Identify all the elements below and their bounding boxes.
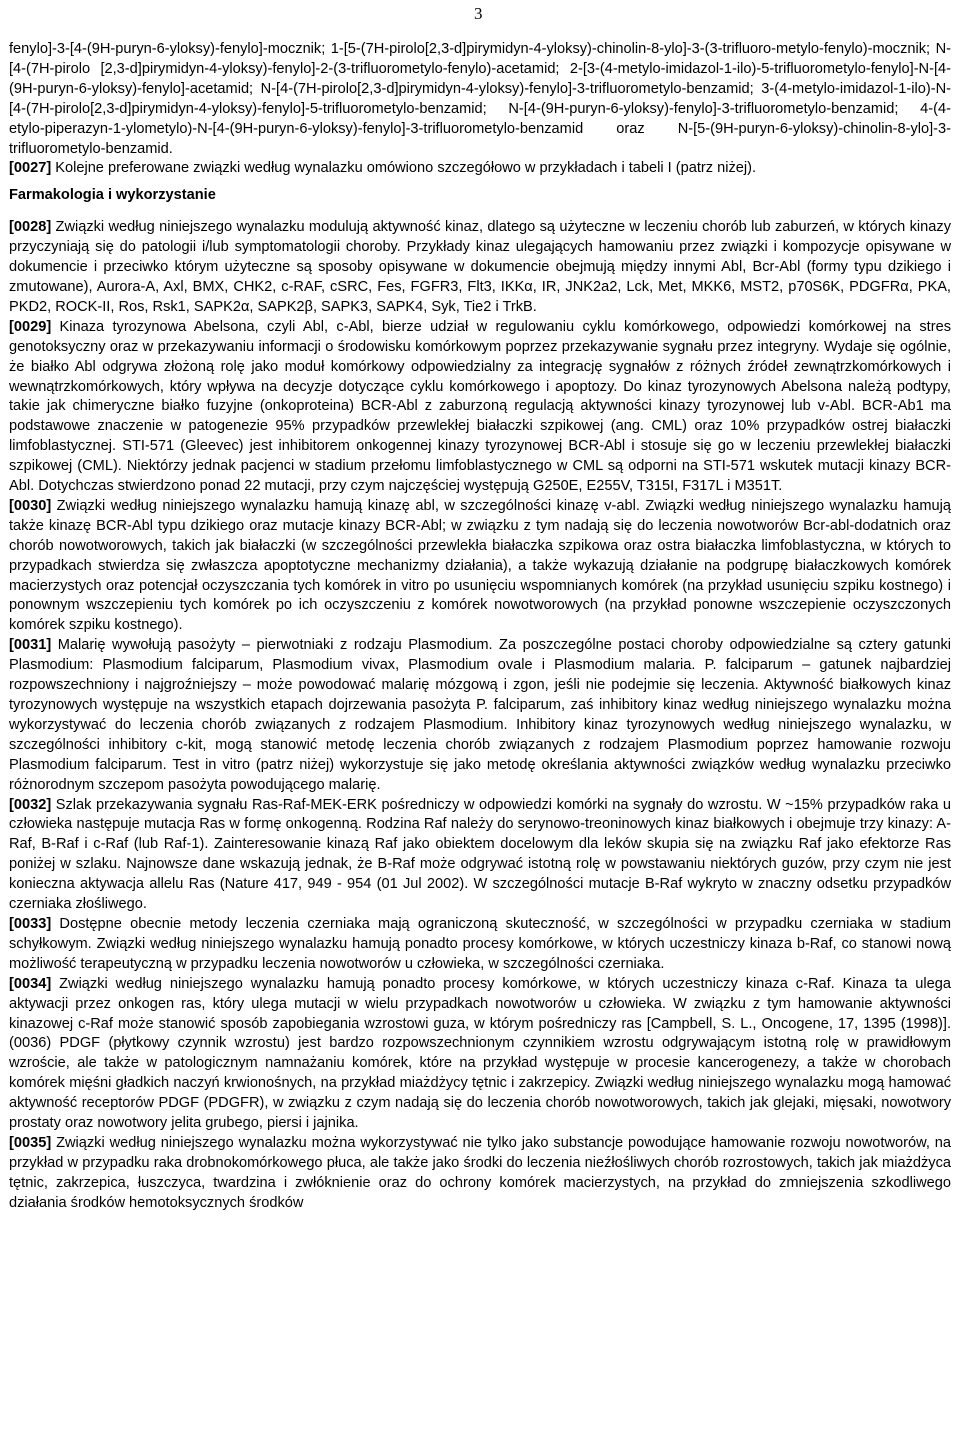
paragraph-0033 (9, 915, 951, 975)
page-number: 3 (474, 4, 483, 23)
paragraph-0031 (9, 636, 951, 795)
paragraph-text: Związki według niniejszego wynalazku hamują kinazę abl, w szczególności kinazę v-abl. Związki według niniejszego wynalazku hamują także kinazę BCR-Abl typu dzikiego oraz mutacje kinazy BCR-Abl; w związku z tym nadają się do leczenia nowotworów Bcr-abl-dodatnich oraz chorób nowotworowych, takich jak białaczki (w szczególności przewlekła białaczka szpikowa oraz ostra białaczka limfoblastyczna, w których to przypadkach stwierdza się zwłaszcza apoptotyczne mechanizmy działania), a także wykazują działanie na podgrupę białaczkowych komórek macierzystych oraz potencjał oczyszczania tych komórek in vitro po usunięciu wspomnianych komórek (na przykład usunięciu szpiku kostnego) i ponownym wszczepieniu tych komórek po ich oczyszczeniu z komórek nowotworowych (na przykład ponowne wszczepienie oczyszczonych komórek szpiku kostnego). (9, 497, 951, 634)
paragraph-0029 (9, 318, 951, 497)
paragraph-number: [0035] (9, 1134, 52, 1151)
paragraph-text: Malarię wywołują pasożyty – pierwotniaki z rodzaju Plasmodium. Za poszczególne postaci choroby odpowiedzialne są cztery gatunki Plasmodium: Plasmodium falciparum, Plasmodium vivax, Plasmodium ovale i Plasmodium malaria. P. falciparum – gatunek najbardziej rozpowszechniony i najgroźniejszy – może powodować malarię mózgową i zgon, jeśli nie podejmie się leczenia. Aktywność białkowych kinaz tyrozynowych występuje na wszystkich etapach dojrzewania pasożyta P. falciparum, zaś inhibitory kinaz według niniejszego wynalazku można wykorzystywać do leczenia chorób związanych z rodzajem Plasmodium. Inhibitory kinaz tyrozynowych według niniejszego wynalazku, w szczególności inhibitory c-kit, mogą stanowić metodę leczenia chorób związanych z rodzajem Plasmodium poprzez hamowanie rozwoju Plasmodium falciparum. Test in vitro (patrz niżej) wykorzystuje się jako metodę określania aktywności związków według wynalazku przeciwko różnorodnym szczepom pasożyta powodującego malarię. (9, 637, 951, 793)
paragraph-number: [0034] (9, 975, 52, 992)
paragraph-text: Związki według niniejszego wynalazku hamują ponadto procesy komórkowe, w których uczestniczy kinaza c-Raf. Kinaza ta ulega aktywacji przez onkogen ras, który ulega mutacji w wielu przypadkach nowotworów u człowieka. W związku z tym hamowanie aktywności kinazowej c-Raf może stanowić sposób zapobiegania wzrostowi guza, w którym pośredniczy ras [Campbell, S. L., Oncogene, 17, 1395 (1998)]. (0036) PDGF (płytkowy czynnik wzrostu) jest bardzo rozpowszechnionym czynnikiem wzrostu odgrywającym istotną rolę w prawidłowym wzroście, ale także w patologicznym namnażaniu komórek, które na przykład występuje w procesie kancerogenezy, a także w chorobach komórek mięśni gładkich naczyń krwionośnych, na przykład miażdżycy tętnic i zakrzepicy. Związki według niniejszego wynalazku mogą hamować aktywność receptorów PDGF (PDGFR), w związku z czym nadają się do leczenia chorób nowotworowych, takich jak glejaki, mięsaki, nowotwory prostaty oraz nowotwory jelita grubego, piersi i jajnika. (9, 975, 951, 1132)
paragraph-0027 (9, 159, 951, 179)
paragraph-0032 (9, 796, 951, 915)
paragraph-number: [0029] (9, 318, 52, 335)
paragraph-number: [0028] (9, 219, 52, 236)
paragraph-text: Kolejne preferowane związki według wynalazku omówiono szczegółowo w przykładach i tabeli I (patrz niżej). (51, 160, 757, 177)
paragraph-0035 (9, 1134, 951, 1214)
paragraph-number: [0030] (9, 497, 52, 514)
continuation-paragraph: fenylo]-3-[4-(9H-puryn-6-yloksy)-fenylo]-mocznik; 1-[5-(7H-pirolo[2,3-d]pirymidyn-4-yloksy)-chinolin-8-ylo]-3-(3-trifluoro-metylo-fenylo)-mocznik; N-[4-(7H-pirolo [2,3-d]pirymidyn-4-yloksy)-fenylo]-2-(3-trifluorometylo-fenylo)-acetamid; 2-[3-(4-metylo-imidazol-1-ilo)-5-trifluorometylo-fenylo]-N-[4-(9H-puryn-6-yloksy)-fenylo]-acetamid; N-[4-(7H-pirolo[2,3-d]pirymidyn-4-yloksy)-fenylo]-3-trifluorometylo-benzamid; 3-(4-metylo-imidazol-1-ilo)-N-[4-(7H-pirolo[2,3-d]pirymidyn-4-yloksy)-fenylo]-5-trifluorometylo-benzamid; N-[4-(9H-puryn-6-yloksy)-fenylo]-3-trifluorometylo-benzamid; 4-(4-etylo-piperazyn-1-ylometylo)-N-[4-(9H-puryn-6-yloksy)-fenylo]-3-trifluorometylo-benzamid oraz N-[5-(9H-puryn-6-yloksy)-chinolin-8-ylo]-3-trifluorometylo-benzamid. (9, 41, 951, 157)
paragraph-0028 (9, 218, 951, 318)
section-heading: Farmakologia i wykorzystanie (9, 187, 216, 204)
paragraph-number: [0027] (9, 160, 52, 177)
paragraph-text: Dostępne obecnie metody leczenia czerniaka mają ograniczoną skuteczność, w szczególności w przypadku czerniaka w stadium schyłkowym. Związki według niniejszego wynalazku hamują ponadto procesy komórkowe, w których uczestniczy kinaza b-Raf, co stanowi nową możliwość terapeutyczną w przypadku leczenia nowotworów u człowieka, w szczególności czerniaka. (9, 915, 951, 972)
paragraph-number: [0031] (9, 637, 52, 654)
paragraph-text: Szlak przekazywania sygnału Ras-Raf-MEK-ERK pośredniczy w odpowiedzi komórki na sygnały do wzrostu. W ~15% przypadków raka u człowieka następuje mutacja Ras w formę onkogenną. Rodzina Raf należy do serynowo-treoninowych kinaz białkowych i obejmuje trzy kinazy: A-Raf, B-Raf i c-Raf (lub Raf-1). Zainteresowanie kinazą Raf jako obiektem docelowym dla leków skupia się na związku Raf jako efektorze Ras poniżej w szlaku. Najnowsze dane wskazują jednak, że B-Raf może odgrywać istotną rolę w powstawaniu niektórych guzów, przy czym nie jest konieczna aktywacja allelu Ras (Nature 417, 949 - 954 (01 Jul 2002). W szczególności mutacje B-Raf wykryto w znaczny odsetku przypadków czerniaka złośliwego. (9, 796, 951, 913)
paragraph-0030 (9, 497, 951, 636)
paragraph-0034 (9, 975, 951, 1134)
paragraph-text: Związki według niniejszego wynalazku modulują aktywność kinaz, dlatego są użyteczne w leczeniu chorób lub zaburzeń, w których kinazy przyczyniają się do patologii i/lub symptomatologii choroby. Przykłady kinaz ulegających hamowaniu przez związki i kompozycje opisywane w dokumencie i przeciwko którym użyteczne są sposoby opisywane w dokumencie obejmują między innymi Abl, Bcr-Abl (formy typu dzikiego i zmutowane), Aurora-A, Axl, BMX, CHK2, c-RAF, cSRC, Fes, FGFR3, Flt3, IKKα, IR, JNK2a2, Lck, Met, MKK6, MST2, p70S6K, PDGFRα, PKA, PKD2, ROCK-II, Ros, Rsk1, SAPK2α, SAPK2β, SAPK3, SAPK4, Syk, Tie2 i TrkB. (9, 219, 951, 315)
paragraph-number: [0033] (9, 915, 52, 932)
paragraph-number: [0032] (9, 796, 52, 813)
paragraph-text: Kinaza tyrozynowa Abelsona, czyli Abl, c-Abl, bierze udział w regulowaniu cyklu komórkowego, odpowiedzi komórkowej na stres genotoksyczny oraz w przekazywaniu informacji o środowisku komórkowym poprzez przekazywanie sygnału przez integryny. Wydaje się ogólnie, że białko Abl odgrywa złożoną rolę jako moduł komórkowy odpowiedzialny za integrację sygnałów z różnych źródeł zewnątrzkomórkowych i wewnątrzkomórkowych, który wpływa na decyzje dotyczące cyklu komórkowego i apoptozy. Do kinaz tyrozynowych Abelsona należą podtypy, takie jak chimeryczne białko fuzyjne (onkoproteina) BCR-Abl z zaburzoną regulacją aktywności kinazy tyrozynowej lub v-Abl. BCR-Ab1 ma podstawowe znaczenie w patogenezie 95% przypadków przewlekłej białaczki szpikowej (ang. CML) oraz 10% przypadków ostrej białaczki limfoblastycznej. STI-571 (Gleevec) jest inhibitorem onkogennej kinazy tyrozynowej BCR-Abl i stosuje się go w leczeniu przewlekłej białaczki szpikowej (CML). Niektórzy jednak pacjenci w stadium przełomu limfoblastycznego w CML są odporni na STI-571 wskutek mutacji kinazy BCR-Abl. Dotychczas stwierdzono ponad 22 mutacji, przy czym najczęściej występują G250E, E255V, T315I, F317L i M351T. (9, 318, 951, 495)
paragraph-text: Związki według niniejszego wynalazku można wykorzystywać nie tylko jako substancje powodujące hamowanie rozwoju nowotworów, na przykład w przypadku raka drobnokomórkowego płuca, ale także jako środki do leczenia nieźłośliwych chorób rozrostowych, takich jak miażdżyca tętnic, zakrzepica, łuszczyca, twardzina i zwłóknienie oraz do ochrony komórek macierzystych, na przykład do zmniejszenia szkodliwego działania środków hemotoksycznych środków (9, 1134, 951, 1211)
